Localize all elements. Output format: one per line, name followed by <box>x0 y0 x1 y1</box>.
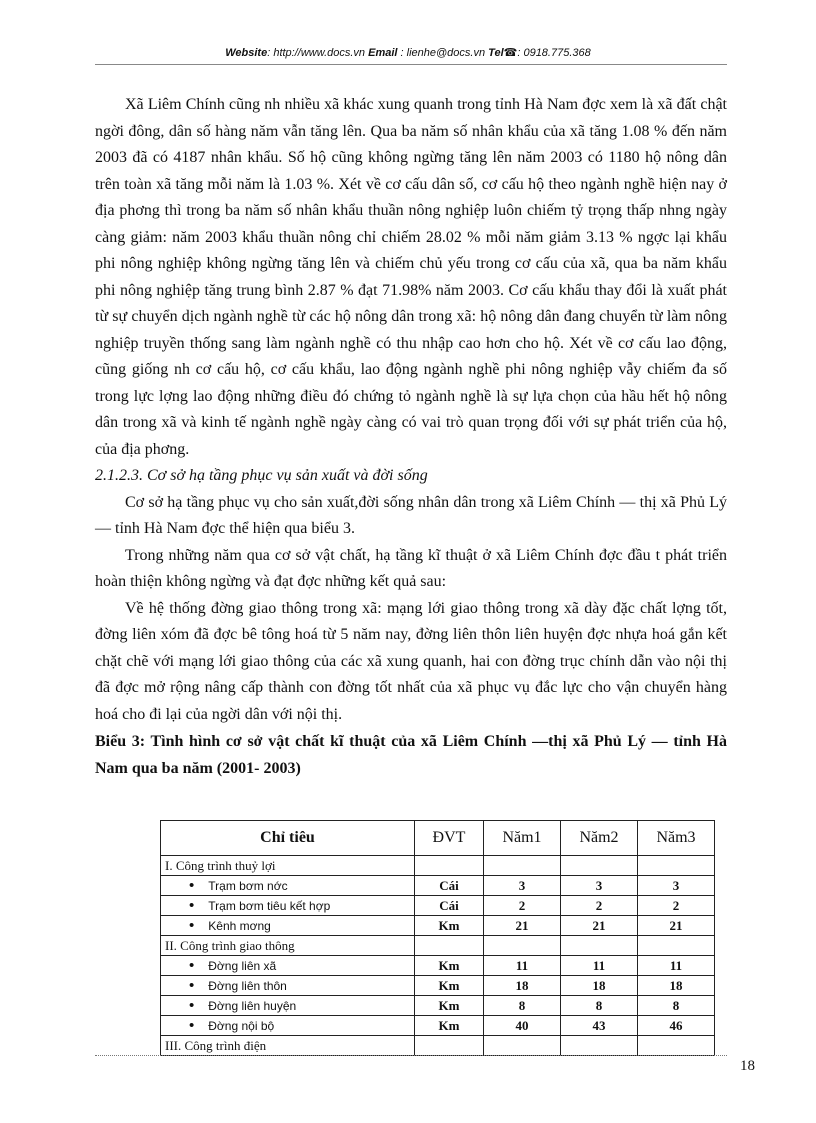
unit-cell: Km <box>415 956 484 976</box>
website-value[interactable]: : http://www.docs.vn <box>267 47 366 59</box>
email-value[interactable]: : lienhe@docs.vn <box>397 47 486 59</box>
value-cell: 8 <box>561 996 638 1016</box>
value-cell: 21 <box>484 916 561 936</box>
value-cell: 40 <box>484 1016 561 1036</box>
paragraph-investment: Trong những năm qua cơ sở vật chất, hạ tầng kĩ thuật ở xã Liêm Chính đợc đầu t phát triển hoàn thiện không ngừng và đạt đợc những kết quả sau: <box>95 546 727 590</box>
header-year2: Năm2 <box>561 821 638 856</box>
value-cell <box>484 1036 561 1056</box>
value-cell <box>484 936 561 956</box>
website-label: Website <box>225 47 268 59</box>
paragraph-infrastructure-intro: Cơ sở hạ tầng phục vụ cho sản xuất,đời sống nhân dân trong xã Liêm Chính — thị xã Phủ Lý — tỉnh Hà Nam đợc thể hiện qua biểu 3. <box>95 493 727 537</box>
unit-cell <box>415 936 484 956</box>
value-cell <box>561 1036 638 1056</box>
item-label: • Trạm bơm nớc <box>161 876 415 896</box>
unit-cell: Cái <box>415 876 484 896</box>
value-cell: 11 <box>638 956 715 976</box>
table-row <box>161 876 715 896</box>
item-label: • Đờng nội bộ <box>161 1016 415 1036</box>
unit-cell <box>415 1036 484 1056</box>
value-cell: 3 <box>561 876 638 896</box>
infrastructure-table <box>160 820 715 1056</box>
header-unit: ĐVT <box>415 821 484 856</box>
item-label: • Trạm bơm tiêu kết hợp <box>161 896 415 916</box>
paragraph-transport: Về hệ thống đờng giao thông trong xã: mạng lới giao thông trong xã dày đặc chất lợng tốt, đờng liên xóm đã đợc bê tông hoá từ 5 năm nay, đờng liên thôn liên huyện đợc nhựa hoá gắn kết chặt chẽ với mạng lới giao thông của các xã xung quanh, hai con đờng trục chính dẫn vào nội thị đã đợc mở rộng nâng cấp thành con đờng tốt nhất của xã phục vụ đắc lực cho vận chuyển hàng hoá cho đi lại của ngời dân với nội thị. <box>95 599 727 723</box>
header-indicator: Chỉ tiêu <box>161 821 415 856</box>
value-cell: 3 <box>484 876 561 896</box>
value-cell: 11 <box>484 956 561 976</box>
page-header <box>0 46 816 59</box>
value-cell: 21 <box>561 916 638 936</box>
unit-cell: Cái <box>415 896 484 916</box>
unit-cell <box>415 856 484 876</box>
table-row <box>161 956 715 976</box>
item-label: • Đờng liên huyện <box>161 996 415 1016</box>
unit-cell: Km <box>415 976 484 996</box>
value-cell: 2 <box>484 896 561 916</box>
value-cell: 2 <box>638 896 715 916</box>
table-title: Biểu 3: Tình hình cơ sở vật chất kĩ thuật của xã Liêm Chính —thị xã Phủ Lý — tỉnh Hà Nam qua ba năm (2001- 2003) <box>95 733 727 777</box>
tel-label: Tel <box>488 47 504 59</box>
table-row <box>161 936 715 956</box>
value-cell <box>561 856 638 876</box>
document-body <box>95 92 727 782</box>
value-cell <box>484 856 561 876</box>
table-row <box>161 916 715 936</box>
table-row <box>161 996 715 1016</box>
section-subheading: 2.1.2.3. Cơ sở hạ tầng phục vụ sản xuất và đời sống <box>95 467 428 484</box>
unit-cell: Km <box>415 916 484 936</box>
value-cell <box>638 936 715 956</box>
table-row <box>161 856 715 876</box>
unit-cell: Km <box>415 996 484 1016</box>
table-row <box>161 896 715 916</box>
value-cell: 8 <box>638 996 715 1016</box>
paragraph-population: Xã Liêm Chính cũng nh nhiều xã khác xung quanh trong tỉnh Hà Nam đợc xem là xã đất chật ngời đông, dân số hàng năm vẫn tăng lên. Qua ba năm số nhân khẩu của xã tăng 1.08 % đến năm 2003 đã có 4187 nhân khẩu. Số hộ cũng không ngừng tăng lên năm 2003 có 1180 hộ nông dân trên toàn xã tăng mỗi năm là 1.03 %. Xét về cơ cấu dân số, cơ cấu hộ theo ngành nghề hiện nay ở địa phơng thì trong ba năm số nhân khẩu thuần nông nghiệp luôn chiếm tỷ trọng thấp nhng ngày càng giảm: năm 2003 khẩu thuần nông chỉ chiếm 28.02 % mỗi năm giảm 3.13 % ngợc lại khẩu phi nông nghiệp không ngừng tăng lên và chiếm chủ yếu trong cơ cấu của xã, qua ba năm khẩu phi nông nghiệp tăng trung bình 2.87 % đạt 71.98% năm 2003. Cơ cấu khẩu thay đổi là xuất phát từ sự chuyển dịch ngành nghề từ các hộ nông dân trong xã: hộ nông dân đang chuyển từ làm nông nghiệp truyền thống sang làm ngành nghề có thu nhập cao hơn cho hộ. Xét về cơ cấu lao động, cũng giống nh cơ cấu hộ, cơ cấu khẩu, lao động ngành nghề phi nông nghiệp vẫy chiếm đa số trong lực lợng lao động những điều đó chứng tỏ ngành nghề là sự lựa chọn của hầu hết hộ nông dân trong xã và kinh tế ngành nghề ngày càng có vai trò quan trọng đối với sự phát triển của hộ, của địa phơng. <box>95 96 727 458</box>
item-label: • Đờng liên thôn <box>161 976 415 996</box>
group-label: III. Công trình điện <box>161 1036 415 1056</box>
value-cell: 18 <box>638 976 715 996</box>
group-label: II. Công trình giao thông <box>161 936 415 956</box>
value-cell: 18 <box>561 976 638 996</box>
value-cell <box>638 856 715 876</box>
item-label: • Đờng liên xã <box>161 956 415 976</box>
item-label: • Kênh mơng <box>161 916 415 936</box>
value-cell: 11 <box>561 956 638 976</box>
value-cell: 46 <box>638 1016 715 1036</box>
table-row <box>161 976 715 996</box>
value-cell: 2 <box>561 896 638 916</box>
header-divider <box>95 64 727 65</box>
header-year1: Năm1 <box>484 821 561 856</box>
tel-value: ☎: 0918.775.368 <box>503 47 591 59</box>
table-header-row <box>161 821 715 856</box>
table-row <box>161 1036 715 1056</box>
unit-cell: Km <box>415 1016 484 1036</box>
value-cell: 43 <box>561 1016 638 1036</box>
value-cell: 8 <box>484 996 561 1016</box>
header-year3: Năm3 <box>638 821 715 856</box>
email-label: Email <box>368 47 398 59</box>
table-row <box>161 1016 715 1036</box>
value-cell: 21 <box>638 916 715 936</box>
group-label: I. Công trình thuỷ lợi <box>161 856 415 876</box>
value-cell <box>638 1036 715 1056</box>
value-cell: 3 <box>638 876 715 896</box>
value-cell <box>561 936 638 956</box>
footer-divider <box>95 1055 727 1056</box>
value-cell: 18 <box>484 976 561 996</box>
page-number: 18 <box>740 1058 755 1074</box>
